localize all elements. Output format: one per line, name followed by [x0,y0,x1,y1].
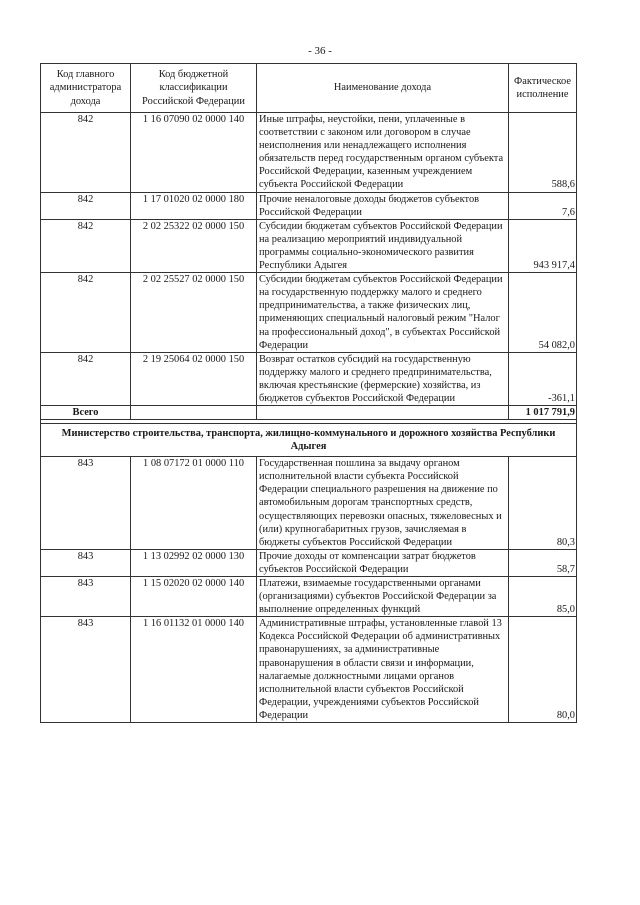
income-name-cell: Иные штрафы, неустойки, пени, уплаченные в соответствии с законом или договором в случае неисполнения или ненадлежащего исполнения обязательств перед государственным органом субъекта Российской Федерации, казенным учреждением субъекта Российской Федерации [257,113,509,193]
admin-code-cell: 843 [41,549,131,576]
empty-cell [131,406,257,420]
amount-cell: 80,0 [509,617,577,723]
amount-cell: 58,7 [509,549,577,576]
amount-cell: -361,1 [509,352,577,405]
admin-code-cell: 842 [41,273,131,353]
table-row [41,113,577,193]
admin-code-cell: 843 [41,617,131,723]
table-row [41,192,577,219]
admin-code-cell: 843 [41,577,131,617]
budget-code-cell: 2 02 25322 02 0000 150 [131,219,257,272]
budget-code-cell: 1 08 07172 01 0000 110 [131,457,257,550]
total-row [41,406,577,420]
total-amount: 1 017 791,9 [509,406,577,420]
total-label: Всего [41,406,131,420]
amount-cell: 54 082,0 [509,273,577,353]
section-header-row [41,424,577,457]
table-row [41,273,577,353]
table-row [41,617,577,723]
table-row [41,577,577,617]
amount-cell: 588,6 [509,113,577,193]
table-row [41,352,577,405]
budget-code-cell: 2 02 25527 02 0000 150 [131,273,257,353]
income-name-cell: Субсидии бюджетам субъектов Российской Федерации на государственную поддержку малого и среднего предпринимательства, а также физических лиц, применяющих специальный налоговый режим "Налог на профессиональный доход", в субъектах Российской Федерации [257,273,509,353]
header-income-name: Наименование дохода [257,64,509,113]
budget-code-cell: 1 13 02992 02 0000 130 [131,549,257,576]
amount-cell: 7,6 [509,192,577,219]
income-name-cell: Административные штрафы, установленные главой 13 Кодекса Российской Федерации об административных правонарушениях, за административные правонарушения в области связи и информации, налагаемые должностными лицами органов исполнительной власти субъектов Российской Федерации, учреждениями субъектов Российской Федерации [257,617,509,723]
income-name-cell: Платежи, взимаемые государственными органами (организациями) субъектов Российской Федерации за выполнение определенных функций [257,577,509,617]
budget-code-cell: 1 16 07090 02 0000 140 [131,113,257,193]
income-name-cell: Прочие неналоговые доходы бюджетов субъектов Российской Федерации [257,192,509,219]
admin-code-cell: 842 [41,219,131,272]
income-name-cell: Государственная пошлина за выдачу органом исполнительной власти субъекта Российской Федерации специального разрешения на движение по автомобильным дорогам транспортных средств, осуществляющих перевозки опасных, тяжеловесных и (или) крупногабаритных грузов, зачисляемая в бюджеты субъектов Российской Федерации [257,457,509,550]
income-name-cell: Субсидии бюджетам субъектов Российской Федерации на реализацию мероприятий индивидуальной программы социально-экономического развития Республики Адыгея [257,219,509,272]
section-title: Министерство строительства, транспорта, жилищно-коммунального и дорожного хозяйства Республики Адыгея [41,424,577,457]
budget-code-cell: 1 16 01132 01 0000 140 [131,617,257,723]
empty-cell [257,406,509,420]
table-row [41,219,577,272]
budget-code-cell: 2 19 25064 02 0000 150 [131,352,257,405]
header-actual-execution: Фактическое исполнение [509,64,577,113]
page-number: - 36 - [308,45,332,57]
amount-cell: 943 917,4 [509,219,577,272]
header-budget-code: Код бюджетной классификации Российской Федерации [131,64,257,113]
income-name-cell: Возврат остатков субсидий на государственную поддержку малого и среднего предпринимательства, включая крестьянские (фермерские) хозяйства, из бюджетов субъектов Российской Федерации [257,352,509,405]
table-row [41,457,577,550]
admin-code-cell: 842 [41,113,131,193]
table-row [41,549,577,576]
budget-code-cell: 1 15 02020 02 0000 140 [131,577,257,617]
admin-code-cell: 842 [41,352,131,405]
admin-code-cell: 843 [41,457,131,550]
amount-cell: 80,3 [509,457,577,550]
revenue-table [40,63,577,723]
header-admin-code: Код главного администратора дохода [41,64,131,113]
admin-code-cell: 842 [41,192,131,219]
income-name-cell: Прочие доходы от компенсации затрат бюджетов субъектов Российской Федерации [257,549,509,576]
amount-cell: 85,0 [509,577,577,617]
table-header-row [41,64,577,113]
budget-code-cell: 1 17 01020 02 0000 180 [131,192,257,219]
